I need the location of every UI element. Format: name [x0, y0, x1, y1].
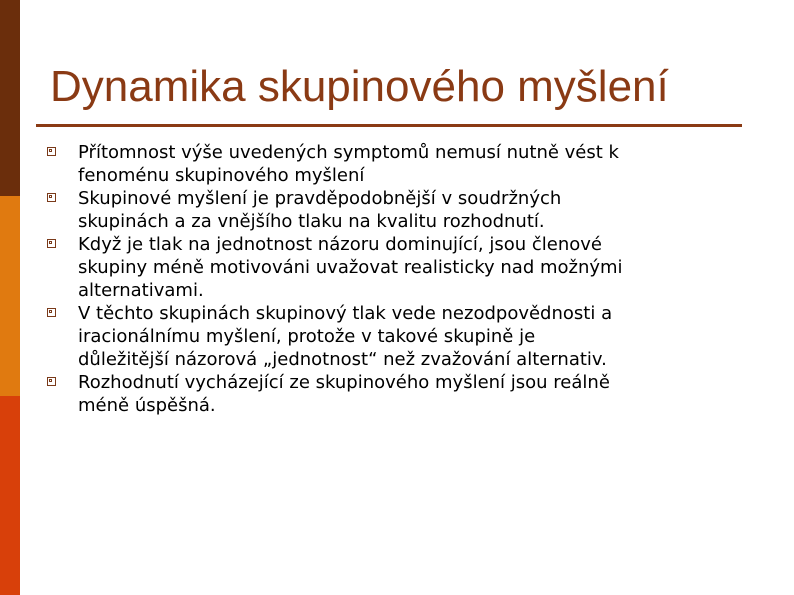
bullet-item: [47, 141, 767, 187]
decorative-side-bar: [0, 0, 20, 595]
bullet-line: důležitější názorová „jednotnost“ než zvažování alternativ.: [78, 349, 607, 370]
bullet-line: V těchto skupinách skupinový tlak vede nezodpovědnosti a: [78, 303, 613, 324]
bullet-line: fenoménu skupinového myšlení: [78, 165, 365, 186]
square-bullet-icon: [47, 147, 56, 156]
square-bullet-icon: [47, 377, 56, 386]
bullet-line: Když je tlak na jednotnost názoru dominující, jsou členové: [78, 234, 603, 255]
bullet-item: [47, 187, 767, 233]
bullet-line: méně úspěšná.: [78, 395, 216, 416]
bullet-line: alternativami.: [78, 280, 204, 301]
square-bullet-icon: [47, 308, 56, 317]
bullet-line: Rozhodnutí vycházející ze skupinového myšlení jsou reálně: [78, 372, 610, 393]
square-bullet-icon: [47, 239, 56, 248]
title-underline-rule: [36, 124, 742, 127]
side-bar-top-segment: [0, 0, 20, 196]
side-bar-middle-segment: [0, 196, 20, 396]
bullet-item: [47, 302, 767, 371]
square-bullet-icon: [47, 193, 56, 202]
bullet-line: Skupinové myšlení je pravděpodobnější v soudržných: [78, 188, 562, 209]
bullet-line: iracionálnímu myšlení, protože v takové skupině je: [78, 326, 536, 347]
bullet-item: [47, 371, 767, 417]
bullet-line: skupinách a za vnějšího tlaku na kvalitu rozhodnutí.: [78, 211, 545, 232]
bullet-item: [47, 233, 767, 302]
slide-title: Dynamika skupinového myšlení: [50, 62, 669, 111]
bullet-line: skupiny méně motivováni uvažovat realisticky nad možnými: [78, 257, 623, 278]
bullet-line: Přítomnost výše uvedených symptomů nemusí nutně vést k: [78, 142, 619, 163]
bullet-list: [47, 141, 767, 417]
side-bar-bottom-segment: [0, 396, 20, 595]
